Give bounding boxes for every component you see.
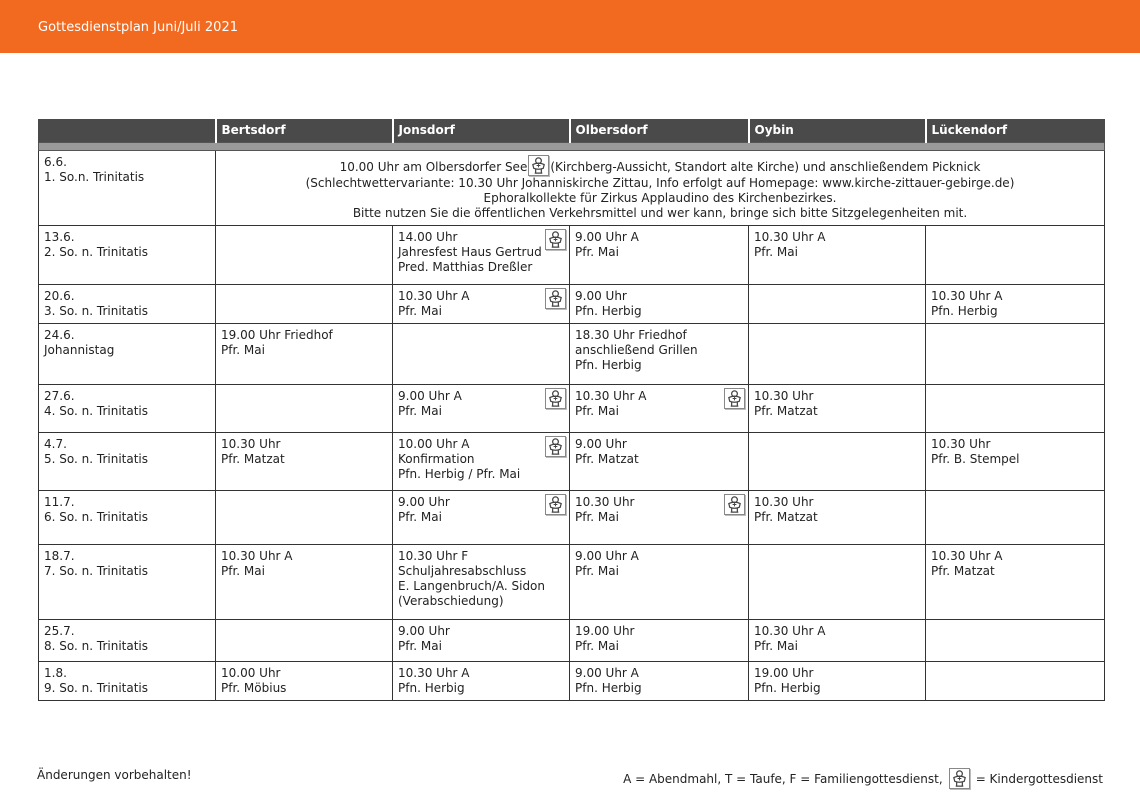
service-line: 10.30 Uhr A (398, 288, 470, 303)
date-cell (39, 544, 216, 619)
service-line: Pfr. Mai (754, 244, 798, 259)
service-line: 9.00 Uhr A (575, 665, 639, 680)
service-line: Pfr. Matzat (754, 403, 818, 418)
kindergottesdienst-icon (724, 494, 745, 515)
date-cell (39, 323, 216, 384)
table-row (39, 619, 1105, 661)
service-line: Pfr. Mai (575, 403, 619, 418)
service-occasion: 3. So. n. Trinitatis (44, 303, 148, 318)
kindergottesdienst-icon (724, 388, 745, 409)
service-cell-jonsdorf (393, 225, 570, 284)
date-cell (39, 150, 216, 225)
service-line: Pfr. Mai (221, 563, 265, 578)
service-cell-olbersdorf (570, 323, 749, 384)
kindergottesdienst-icon (528, 155, 549, 176)
service-cell-bertsdorf (216, 323, 393, 384)
service-cell-oybin (749, 661, 926, 700)
date-cell (39, 490, 216, 544)
service-line: 10.30 Uhr (221, 436, 281, 451)
service-line: 19.00 Uhr (754, 665, 814, 680)
service-cell-lueckendorf (926, 384, 1105, 432)
service-line: Jahresfest Haus Gertrud (398, 244, 542, 259)
service-line: 10.30 Uhr A (931, 548, 1003, 563)
table-row (39, 384, 1105, 432)
service-cell-bertsdorf (216, 284, 393, 323)
date-cell (39, 225, 216, 284)
service-line: 10.00 Uhr A (398, 436, 470, 451)
service-cell-oybin (749, 544, 926, 619)
table-row (39, 490, 1105, 544)
service-line: 10.30 Uhr A (931, 288, 1003, 303)
service-cell-olbersdorf (570, 544, 749, 619)
service-cell-jonsdorf (393, 544, 570, 619)
service-line: E. Langenbruch/A. Sidon (398, 578, 546, 593)
date-cell (39, 619, 216, 661)
service-line: Konfirmation (398, 451, 475, 466)
column-header-oybin: Oybin (749, 119, 926, 142)
service-occasion: 6. So. n. Trinitatis (44, 509, 148, 524)
service-occasion: Johannistag (44, 342, 115, 357)
service-line: Pfr. Mai (398, 403, 442, 418)
service-cell-olbersdorf (570, 432, 749, 490)
table-row (39, 544, 1105, 619)
date-cell (39, 284, 216, 323)
service-cell-jonsdorf (393, 432, 570, 490)
service-line: Pfr. Matzat (931, 563, 995, 578)
service-occasion: 1. So.n. Trinitatis (44, 169, 145, 184)
service-line: Pfr. Mai (575, 563, 619, 578)
header-bar (0, 0, 1140, 53)
service-cell-oybin (749, 490, 926, 544)
table-row-special (39, 150, 1105, 225)
joint-service-line2: (Schlechtwettervariante: 10.30 Uhr Johanniskirche Zittau, Info erfolgt auf Homepage: www.kirche-zittauer-gebirge.de) (305, 175, 1015, 190)
service-cell-olbersdorf (570, 490, 749, 544)
service-cell-olbersdorf (570, 661, 749, 700)
service-line: Pfr. Mai (398, 509, 442, 524)
table-row (39, 225, 1105, 284)
service-line: 14.00 Uhr (398, 229, 458, 244)
service-cell-lueckendorf (926, 490, 1105, 544)
service-line: 10.30 Uhr A (575, 388, 647, 403)
service-line: 10.30 Uhr (754, 494, 814, 509)
service-line: 10.30 Uhr A (221, 548, 293, 563)
kindergottesdienst-icon (545, 494, 566, 515)
service-date: 11.7. (44, 494, 75, 509)
service-cell-lueckendorf (926, 284, 1105, 323)
kindergottesdienst-icon (545, 388, 566, 409)
column-header-date (39, 119, 216, 142)
table-row (39, 284, 1105, 323)
service-line: 10.00 Uhr (221, 665, 281, 680)
joint-service-line1a: 10.00 Uhr am Olbersdorfer See (339, 159, 528, 174)
service-cell-olbersdorf (570, 284, 749, 323)
joint-service-line4: Bitte nutzen Sie die öffentlichen Verkehrsmittel und wer kann, bringe sich bitte Sitzgelegenheiten mit. (352, 205, 968, 220)
service-line: Pfr. Matzat (221, 451, 285, 466)
service-line: Pfr. Matzat (754, 509, 818, 524)
legend-text: A = Abendmahl, T = Taufe, F = Familiengottesdienst, (623, 771, 943, 786)
service-line: 9.00 Uhr (398, 623, 450, 638)
service-line: Pred. Matthias Dreßler (398, 259, 533, 274)
service-occasion: 4. So. n. Trinitatis (44, 403, 148, 418)
service-line: (Verabschiedung) (398, 593, 504, 608)
service-line: 10.30 Uhr F (398, 548, 469, 563)
service-occasion: 2. So. n. Trinitatis (44, 244, 148, 259)
joint-service-cell (216, 150, 1105, 225)
service-cell-oybin (749, 384, 926, 432)
service-occasion: 5. So. n. Trinitatis (44, 451, 148, 466)
service-cell-bertsdorf (216, 544, 393, 619)
service-line: Pfn. Herbig (575, 357, 642, 372)
service-line: 10.30 Uhr A (398, 665, 470, 680)
service-date: 1.8. (44, 665, 67, 680)
service-line: Pfn. Herbig (931, 303, 998, 318)
service-cell-lueckendorf (926, 323, 1105, 384)
service-line: Pfr. Mai (754, 638, 798, 653)
column-header-bertsdorf: Bertsdorf (216, 119, 393, 142)
service-cell-jonsdorf (393, 619, 570, 661)
service-cell-bertsdorf (216, 225, 393, 284)
service-line: Pfn. Herbig (575, 680, 642, 695)
service-line: Pfr. Mai (398, 303, 442, 318)
service-line: Pfn. Herbig (754, 680, 821, 695)
service-line: 19.00 Uhr Friedhof (221, 327, 333, 342)
service-date: 4.7. (44, 436, 67, 451)
service-line: 10.30 Uhr A (754, 229, 826, 244)
service-date: 25.7. (44, 623, 75, 638)
kindergottesdienst-icon (949, 768, 970, 789)
joint-service-line1b: (Kirchberg-Aussicht, Standort alte Kirche) und anschließendem Picknick (550, 159, 981, 174)
service-date: 18.7. (44, 548, 75, 563)
service-cell-bertsdorf (216, 490, 393, 544)
service-line: Pfn. Herbig / Pfr. Mai (398, 466, 521, 481)
service-line: Pfn. Herbig (398, 680, 465, 695)
service-cell-oybin (749, 432, 926, 490)
service-line: Pfr. Matzat (575, 451, 639, 466)
service-cell-jonsdorf (393, 661, 570, 700)
service-date: 27.6. (44, 388, 75, 403)
service-line: 10.30 Uhr A (754, 623, 826, 638)
service-line: Pfr. Mai (398, 638, 442, 653)
service-line: 9.00 Uhr A (398, 388, 462, 403)
joint-service-line3: Ephoralkollekte für Zirkus Applaudino des Kirchenbezirkes. (483, 190, 837, 205)
service-cell-lueckendorf (926, 432, 1105, 490)
service-line: 9.00 Uhr A (575, 548, 639, 563)
service-line: Pfr. Mai (575, 509, 619, 524)
service-cell-lueckendorf (926, 225, 1105, 284)
service-occasion: 7. So. n. Trinitatis (44, 563, 148, 578)
column-header-jonsdorf: Jonsdorf (393, 119, 570, 142)
header-separator (39, 142, 1105, 150)
service-cell-olbersdorf (570, 384, 749, 432)
service-cell-lueckendorf (926, 544, 1105, 619)
service-cell-bertsdorf (216, 661, 393, 700)
service-line: 9.00 Uhr (575, 436, 627, 451)
service-line: Pfn. Herbig (575, 303, 642, 318)
date-cell (39, 661, 216, 700)
service-line: 19.00 Uhr (575, 623, 635, 638)
service-date: 24.6. (44, 327, 75, 342)
service-line: Pfr. B. Stempel (931, 451, 1020, 466)
service-date: 13.6. (44, 229, 75, 244)
service-cell-bertsdorf (216, 384, 393, 432)
service-occasion: 8. So. n. Trinitatis (44, 638, 148, 653)
table-header-row (39, 119, 1105, 142)
date-cell (39, 384, 216, 432)
service-line: Pfr. Möbius (221, 680, 287, 695)
footer-note: Änderungen vorbehalten! (37, 768, 192, 782)
service-schedule-table (38, 119, 1105, 701)
service-cell-jonsdorf (393, 284, 570, 323)
service-cell-lueckendorf (926, 619, 1105, 661)
service-cell-oybin (749, 284, 926, 323)
service-cell-bertsdorf (216, 432, 393, 490)
service-date: 20.6. (44, 288, 75, 303)
service-line: Pfr. Mai (575, 244, 619, 259)
service-cell-jonsdorf (393, 490, 570, 544)
service-cell-bertsdorf (216, 619, 393, 661)
service-line: 10.30 Uhr (754, 388, 814, 403)
service-occasion: 9. So. n. Trinitatis (44, 680, 148, 695)
table-row (39, 323, 1105, 384)
service-line: 9.00 Uhr (575, 288, 627, 303)
service-cell-lueckendorf (926, 661, 1105, 700)
service-cell-oybin (749, 619, 926, 661)
service-line: Pfr. Mai (221, 342, 265, 357)
service-cell-oybin (749, 323, 926, 384)
service-line: Pfr. Mai (575, 638, 619, 653)
table-row (39, 432, 1105, 490)
service-cell-olbersdorf (570, 619, 749, 661)
page-title: Gottesdienstplan Juni/Juli 2021 (38, 20, 238, 35)
service-line: Schuljahresabschluss (398, 563, 527, 578)
column-header-olbersdorf: Olbersdorf (570, 119, 749, 142)
service-cell-olbersdorf (570, 225, 749, 284)
service-cell-jonsdorf (393, 323, 570, 384)
legend-icon-text: = Kindergottesdienst (975, 771, 1103, 786)
date-cell (39, 432, 216, 490)
table-row (39, 661, 1105, 700)
kindergottesdienst-icon (545, 436, 566, 457)
service-line: 9.00 Uhr (398, 494, 450, 509)
service-cell-oybin (749, 225, 926, 284)
service-line: 18.30 Uhr Friedhof (575, 327, 687, 342)
footer-legend (623, 768, 1103, 789)
kindergottesdienst-icon (545, 288, 566, 309)
service-date: 6.6. (44, 154, 67, 169)
service-cell-jonsdorf (393, 384, 570, 432)
column-header-lueckendorf: Lückendorf (926, 119, 1105, 142)
service-line: 10.30 Uhr (931, 436, 991, 451)
service-line: 9.00 Uhr A (575, 229, 639, 244)
service-line: anschließend Grillen (575, 342, 698, 357)
service-line: 10.30 Uhr (575, 494, 635, 509)
kindergottesdienst-icon (545, 229, 566, 250)
